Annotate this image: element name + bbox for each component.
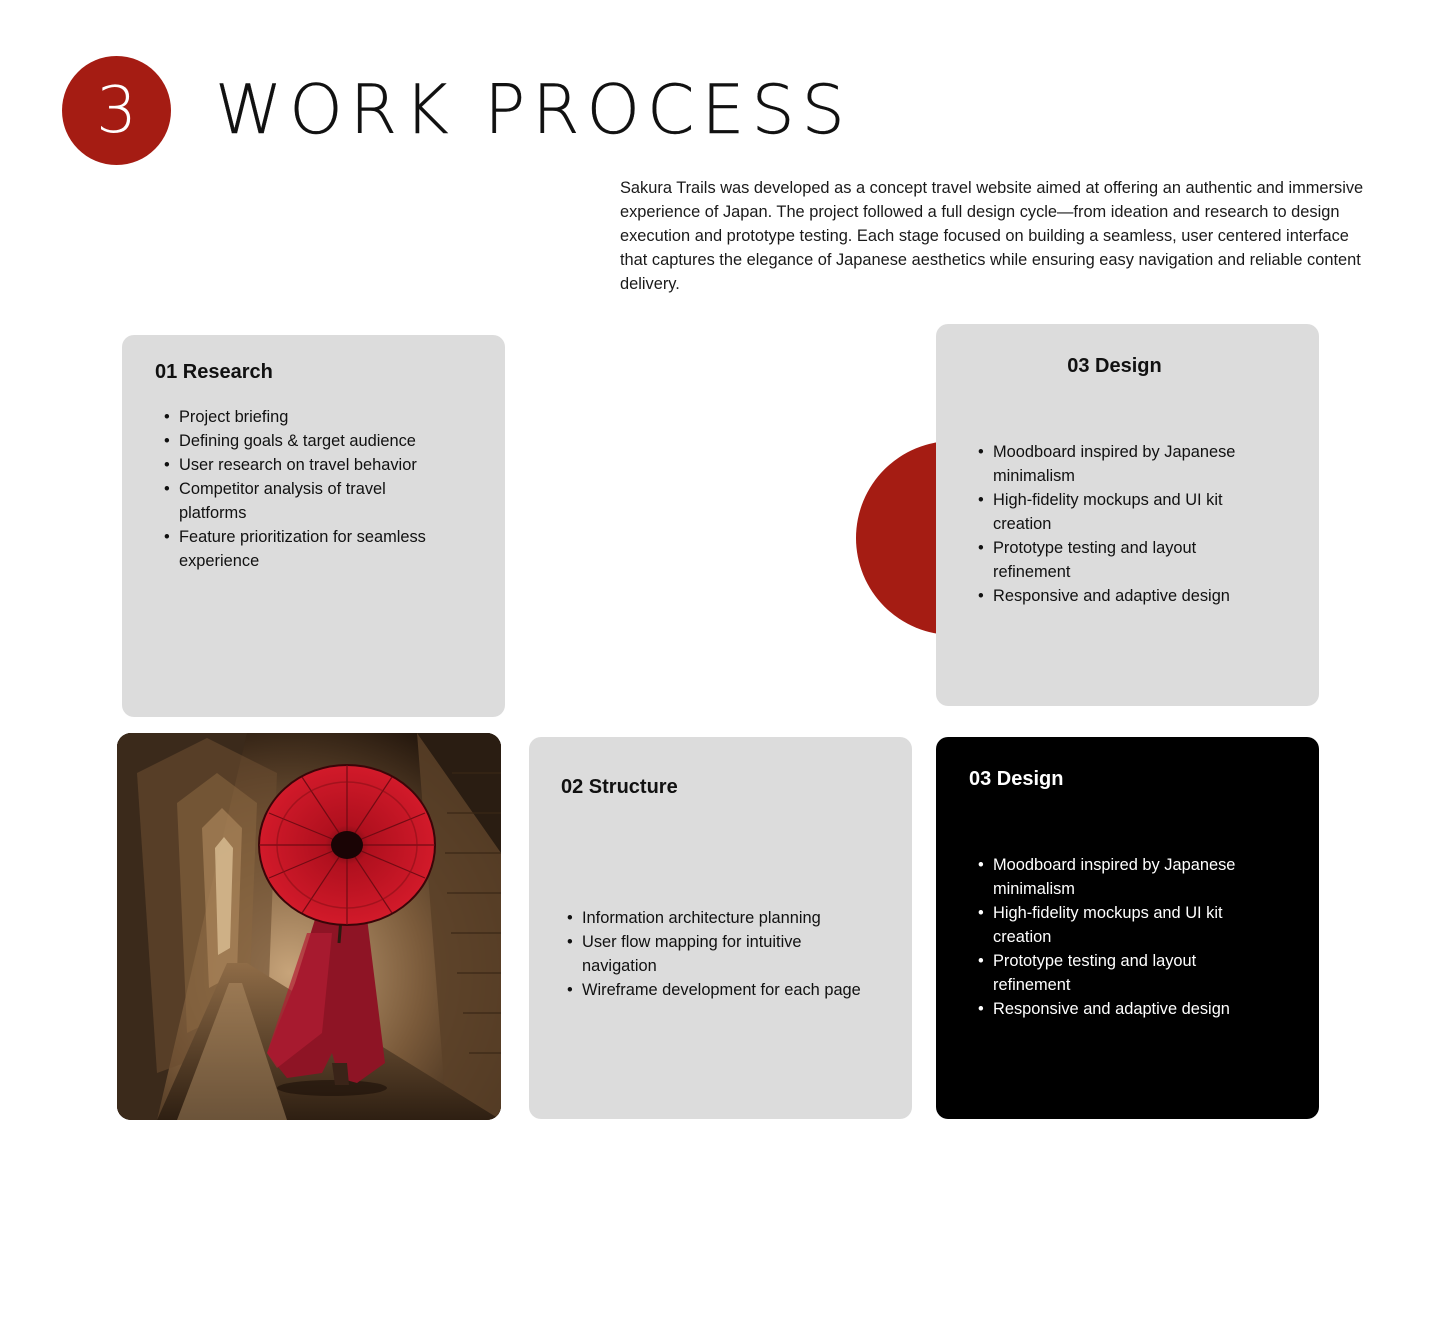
list-item: • Responsive and adaptive design (993, 584, 1313, 608)
structure-card-title: 02 Structure (561, 776, 678, 798)
design-card-top-title: 03 Design (1067, 355, 1162, 377)
structure-list (558, 906, 912, 1002)
design-bottom-list (969, 853, 1313, 1021)
design-top-list (969, 440, 1313, 608)
design-card-bottom-title: 03 Design (969, 768, 1064, 790)
red-disc (856, 441, 936, 635)
list-item: • Moodboard inspired by Japanese minimalism (993, 853, 1273, 901)
list-item: • Responsive and adaptive design (993, 997, 1313, 1021)
list-item: • Defining goals & target audience (179, 429, 509, 453)
intro-paragraph: Sakura Trails was developed as a concept travel website aimed at offering an authentic and immersive experience of Japan. The project followed a full design cycle—from ideation and research to design execution and prototype testing. Each stage focused on building a seamless, user centered interface that captures the elegance of Japanese aesthetics while ensuring easy navigation and reliable content delivery. (620, 179, 1364, 293)
list-item: • Wireframe development for each page (582, 978, 862, 1002)
section-number-badge (62, 56, 171, 165)
umbrella-monk-photo (117, 733, 501, 1120)
section-number: 3 (96, 73, 137, 148)
list-item: • User research on travel behavior (179, 453, 509, 477)
list-item: • High-fidelity mockups and UI kit creation (993, 901, 1263, 949)
red-half-circle-decoration (856, 441, 936, 635)
section-title: WORK PROCESS (215, 71, 852, 150)
research-card-title: 01 Research (155, 361, 273, 383)
research-card (122, 335, 505, 717)
photo-illustration (117, 733, 501, 1120)
list-item: • Competitor analysis of travel platforms (179, 477, 429, 525)
design-card-top (936, 324, 1319, 706)
design-card-bottom (936, 737, 1319, 1119)
structure-card (529, 737, 912, 1119)
list-item: • Moodboard inspired by Japanese minimalism (993, 440, 1273, 488)
list-item: • Prototype testing and layout refinement (993, 536, 1233, 584)
research-list (155, 405, 509, 573)
list-item: • High-fidelity mockups and UI kit creation (993, 488, 1263, 536)
list-item: • Feature prioritization for seamless experience (179, 525, 469, 573)
list-item: • User flow mapping for intuitive navigation (582, 930, 842, 978)
list-item: • Prototype testing and layout refinement (993, 949, 1233, 997)
list-item: • Project briefing (179, 405, 509, 429)
list-item: • Information architecture planning (582, 906, 912, 930)
